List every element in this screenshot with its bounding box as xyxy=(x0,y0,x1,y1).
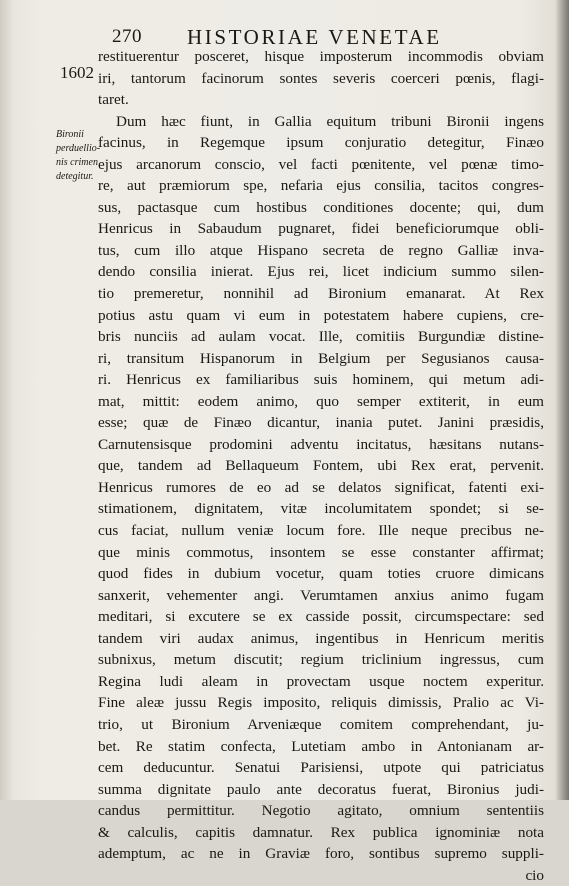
text-line: ademptum, ac ne in Graviæ foro, sontibus supremo suppli- xyxy=(98,845,544,863)
text-line: ri. Henricus ex familiaribus suis hominem, qui metum adi- xyxy=(98,371,544,389)
text-line: sanxerit, vehementer angi. Verumtamen anxius animo fugam xyxy=(98,586,544,604)
text-line: iri, tantorum facinorum sontes severis coerceri pœnis, flagi- xyxy=(98,69,544,87)
text-line: Fine aleæ jussu Regis imposito, reliquis dimissis, Pralio ac Vi- xyxy=(98,694,544,712)
text-line: bet. Re statim confecta, Lutetiam ambo in Antonianam ar- xyxy=(98,737,544,755)
text-line: candus permittitur. Negotio agitato, omnium sententiis xyxy=(98,802,544,820)
text-line: Henricus rumores de eo ad se delatos significat, fatenti exi- xyxy=(98,478,544,496)
body-text xyxy=(98,46,544,886)
text-line: facinus, in Regemque ipsum conjuratio detegitur, Finæo xyxy=(98,134,544,152)
text-line: sus, pactasque cum hostibus conditiones docente; qui, dum xyxy=(98,198,544,216)
text-line: stimationem, dignitatem, vitæ incolumitatem spondet; si se- xyxy=(98,500,544,518)
text-line: & calculis, capitis damnatur. Rex publica ignominiæ nota xyxy=(98,823,544,841)
catchword: cio xyxy=(525,866,544,884)
running-title: HISTORIAE VENETAE xyxy=(187,25,442,49)
text-line: mat, mittit: eodem animo, quo semper extiterit, in eum xyxy=(98,392,544,410)
text-line: tandem viri audax animus, ingentibus in Henricum meritis xyxy=(98,629,544,647)
page-edge-shadow xyxy=(555,0,569,800)
text-line: tio premeretur, nonnihil ad Bironium emanarat. At Rex xyxy=(98,285,544,303)
text-line: taret. xyxy=(98,91,129,109)
text-line: esse; quæ de Finæo dicantur, inania putet. Janini præsidis, xyxy=(98,414,544,432)
text-line: tus, cum illo atque Hispano secreta de regno Galliæ inva- xyxy=(98,241,544,259)
margin-note-line: perduellio- xyxy=(56,143,101,154)
margin-note-line: nis crimen xyxy=(56,157,98,168)
text-line: quod fides in dubium vocetur, quam toties cruore dimicans xyxy=(98,565,544,583)
text-line: bris nunciis ad aulam vocat. Ille, comitiis Burgundiæ distine- xyxy=(98,328,544,346)
text-line: Dum hæc fiunt, in Gallia equitum tribuni Bironii ingens xyxy=(116,112,544,130)
text-line: potius astu quam vi eum in potestatem habere cupiens, cre- xyxy=(98,306,544,324)
text-line: ri, transitum Hispanorum in Belgium per Segusianos causa- xyxy=(98,349,544,367)
text-line: Henricus in Sabaudum pugnaret, fidei beneficiorumque obli- xyxy=(98,220,544,238)
text-line: que, tandem ad Bellaqueum Fontem, ubi Rex erat, pervenit. xyxy=(98,457,544,475)
text-line: cem deducuntur. Senatui Parisiensi, utpote qui patriciatus xyxy=(98,759,544,777)
text-line: meditari, si excutere se ex casside possit, circumspectare: sed xyxy=(98,608,544,626)
text-line: Carnutensisque prodomini adventu incitatus, hæsitans nutans- xyxy=(98,435,544,453)
text-line: ejus arcanorum conscio, vel facti pœnitente, vel pœnæ timo- xyxy=(98,155,544,173)
text-line: dendo consilia inierat. Ejus rei, licet indicium summo silen- xyxy=(98,263,544,281)
text-line: Regina ludi aleam in provectam usque noctem experitur. xyxy=(98,672,544,690)
text-line: summa dignitate paulo ante decoratus fuerat, Bironius judi- xyxy=(98,780,544,798)
text-line: re, aut præmiorum spe, nefaria ejus consilia, tacitos congres- xyxy=(98,177,544,195)
text-line: trio, ut Bironium Arveniæque comitem comprehendant, ju- xyxy=(98,715,544,733)
page-header xyxy=(112,26,532,48)
text-line: subnixus, metum discutit; regium triclinium ingressus, cum xyxy=(98,651,544,669)
margin-year: 1602 xyxy=(60,63,94,82)
margin-note-line: Bironii xyxy=(56,129,84,140)
text-line: que minis commotus, insontem se esse constanter affirmat; xyxy=(98,543,544,561)
margin-note-line: detegitur. xyxy=(56,171,94,182)
page-number: 270 xyxy=(112,26,142,47)
text-line: restituerentur posceret, hisque imposterum incommodis obviam xyxy=(98,48,544,65)
text-line: cus faciat, nullum veniæ locum fore. Ille neque precibus ne- xyxy=(98,522,544,540)
